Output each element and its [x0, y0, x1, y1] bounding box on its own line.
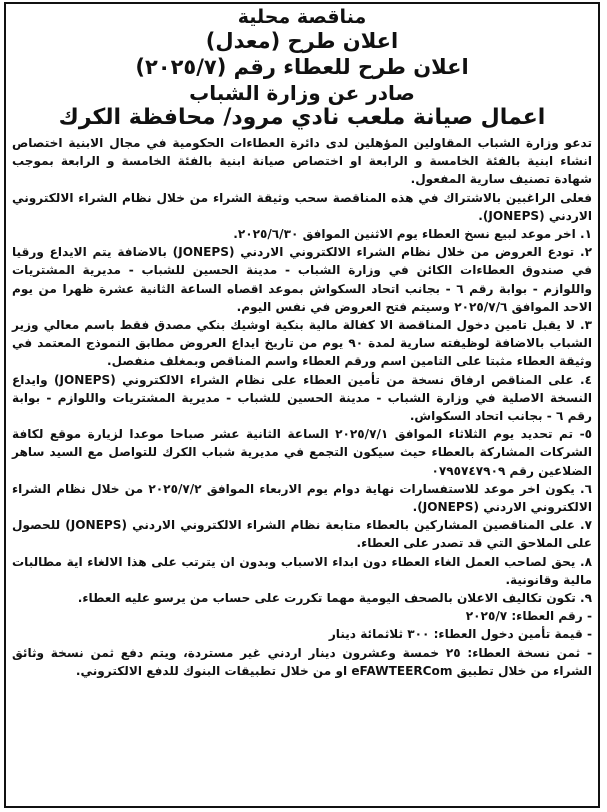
tender-number-line: - رقم العطاء: ٢٠٢٥/٧ — [465, 609, 592, 624]
announcement-body — [12, 134, 592, 680]
term-item: ٢. تودع العروض من خلال نظام الشراء الالكتروني الاردني (JONEPS) بالاضافة يتم الايداع ورقيا في صندوق العطاءات الكائن في وزارة الشباب - مدينة الحسين للشباب - مديرية المشتريات واللوازم - بوابة رقم ٦ - بجانب اتحاد السكواش بموعد اقصاه الساعة الثانية عشرة ظهرا من يوم الاحد الموافق ٢٠٢٥/٧/٦ وسيتم فتح العروض في نفس اليوم. — [12, 245, 592, 314]
term-item: ٧. على المناقصين المشاركين بالعطاء متابعة نظام الشراء الالكتروني الاردني (JONEPS) للحصول على الملاحق التي قد تصدر على العطاء. — [12, 518, 592, 551]
tender-announcement — [4, 2, 600, 808]
issuer-heading: صادر عن وزارة الشباب — [189, 81, 415, 105]
term-item: ٩. تكون تكاليف الاعلان بالصحف اليومية مهما تكررت على حساب من يرسو عليه العطاء. — [77, 591, 592, 606]
term-item: ٦. يكون اخر موعد للاستفسارات نهاية دوام يوم الاربعاء الموافق ٢٠٢٥/٧/٢ من خلال نظام الشراء الالكتروني الاردني (JONEPS). — [12, 481, 592, 515]
tender-number-heading: اعلان طرح للعطاء رقم (٢٠٢٥/٧) — [135, 55, 469, 79]
terms-list — [12, 225, 592, 607]
term-item: ٣. لا يقبل تامين دخول المناقصة الا كفالة مالية بنكية اوشيك بنكي مصدق فقط باسم معالي وزير الشباب بالاضافة لوظيفته سارية لمدة ٩٠ يوم من تاريخ ايداع العروض مطابق النموذج المعتمد في وثيقة العطاء مثبتا على التامين اسم ورقم العطاء واسم المناقص وبمغلف منفصل. — [12, 318, 592, 369]
term-item: ٨. يحق لصاحب العمل الغاء العطاء دون ابداء الاسباب وبدون ان يترتب على هذا الالغاء اية مطالبات مالية وقانونية. — [12, 554, 592, 587]
document-price-line: - ثمن نسخة العطاء: ٢٥ خمسة وعشرون دينار اردني غير مستردة، ويتم دفع ثمن نسخة وثائق الشراء من خلال تطبيق eFAWTEERCom او من خلال تطبيقات البنوك للدفع الالكتروني. — [12, 645, 592, 678]
bid-bond-line: - قيمة تأمين دخول العطاء: ٣٠٠ ثلاثمائة دينار — [328, 627, 592, 642]
fees-list — [12, 607, 592, 680]
tender-type-heading: مناقصة محلية — [237, 6, 367, 28]
invitation-paragraph: فعلى الراغبين بالاشتراك في هذه المناقصة سحب وثيقة الشراء من خلال نظام الشراء الالكتروني الاردني (JONEPS). — [12, 190, 592, 223]
term-item: ٥- تم تحديد يوم الثلاثاء الموافق ٢٠٢٥/٧/١ الساعة الثانية عشر صباحا موعدا لزيارة موقع لكافة الشركات المشاركة بالعطاء حيث سيكون التجمع في مديرية شباب الكرك للتواصل مع السيد ساهر الضلاعين رقم ٠٧٩٥٧٤٧٩٠٩ — [12, 427, 592, 478]
project-title-heading: اعمال صيانة ملعب نادي مرود/ محافظة الكرك — [58, 105, 546, 130]
term-item: ٤. على المناقص ارفاق نسخة من تأمين العطاء على نظام الشراء الالكتروني (JONEPS) وايداع النسخة الاصلية في وزارة الشباب - مدينة الحسين للشباب - مديرية المشتريات واللوازم - بوابة رقم ٦ - بجانب اتحاد السكواش. — [12, 372, 592, 424]
amended-notice-heading: اعلان طرح (معدل) — [205, 29, 399, 53]
term-item: ١. اخر موعد لبيع نسخ العطاء يوم الاثنين الموافق ٢٠٢٥/٦/٣٠. — [233, 227, 592, 242]
intro-paragraph: تدعو وزارة الشباب المقاولين المؤهلين لدى دائرة العطاءات الحكومية في مجال الابنية اختصاص انشاء ابنية بالفئة الخامسة و الرابعة او اختصاص صيانة ابنية بالفئة الخامسة و الرابعة بموجب شهادة تصنيف سارية المفعول. — [12, 136, 592, 187]
